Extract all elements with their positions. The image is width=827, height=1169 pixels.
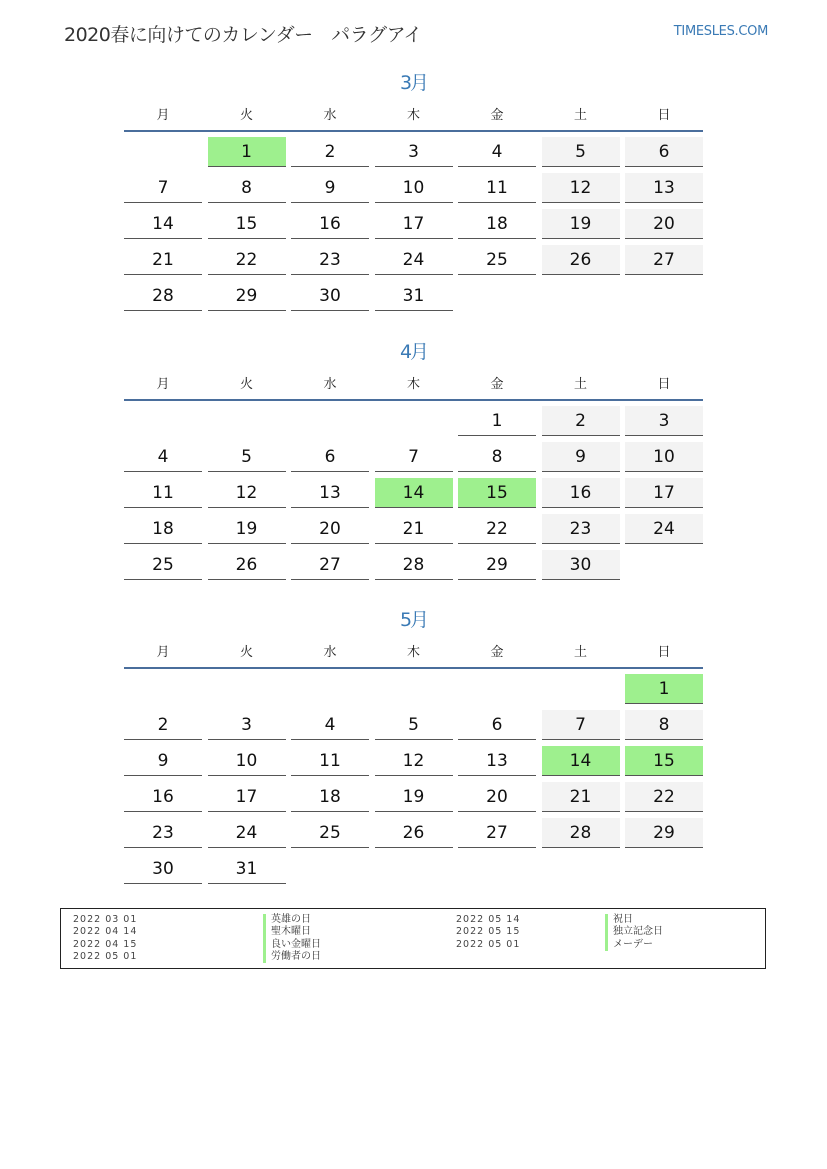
day-cell: 7 bbox=[375, 442, 453, 472]
day-cell: 22 bbox=[625, 782, 703, 812]
empty-day-cell bbox=[625, 854, 703, 883]
empty-day-cell bbox=[542, 854, 620, 883]
day-cell: 7 bbox=[542, 710, 620, 740]
weekday-label: 火 bbox=[239, 376, 253, 392]
day-cell: 21 bbox=[375, 514, 453, 544]
day-cell: 17 bbox=[375, 209, 453, 239]
week-row bbox=[124, 281, 703, 312]
legend-names-right bbox=[605, 914, 663, 951]
page-title: 2020春に向けてのカレンダー パラグアイ bbox=[64, 24, 422, 46]
day-cell: 17 bbox=[208, 782, 286, 812]
week-row bbox=[124, 710, 703, 741]
week-row bbox=[124, 209, 703, 240]
empty-day-cell bbox=[124, 137, 202, 166]
day-cell: 5 bbox=[208, 442, 286, 472]
weekday-label: 金 bbox=[490, 644, 504, 660]
day-cell: 1 bbox=[625, 674, 703, 704]
day-cell: 5 bbox=[542, 137, 620, 167]
weekday-label: 土 bbox=[573, 107, 587, 123]
day-cell: 25 bbox=[124, 550, 202, 580]
week-row bbox=[124, 550, 703, 581]
day-cell: 23 bbox=[542, 514, 620, 544]
weekday-label: 月 bbox=[156, 107, 170, 123]
weekday-label: 水 bbox=[323, 376, 337, 392]
day-cell: 4 bbox=[291, 710, 369, 740]
weekday-label: 金 bbox=[490, 107, 504, 123]
day-cell: 8 bbox=[208, 173, 286, 203]
day-cell: 9 bbox=[542, 442, 620, 472]
weekday-label: 土 bbox=[573, 376, 587, 392]
day-cell: 2 bbox=[291, 137, 369, 167]
weekday-header bbox=[124, 633, 703, 667]
weekday-label: 日 bbox=[657, 107, 671, 123]
weekday-header bbox=[124, 96, 703, 130]
legend-holiday-name: 祝日 bbox=[605, 914, 663, 926]
weekday-header bbox=[124, 365, 703, 399]
day-cell: 25 bbox=[458, 245, 536, 275]
day-cell: 31 bbox=[208, 854, 286, 884]
day-cell: 23 bbox=[291, 245, 369, 275]
week-row bbox=[124, 406, 703, 437]
legend-date: 2022 05 15 bbox=[456, 926, 521, 938]
day-cell: 15 bbox=[458, 478, 536, 508]
legend-dates-right bbox=[456, 914, 520, 951]
day-cell: 6 bbox=[625, 137, 703, 167]
day-cell: 3 bbox=[208, 710, 286, 740]
day-cell: 15 bbox=[208, 209, 286, 239]
day-cell: 5 bbox=[375, 710, 453, 740]
day-cell: 14 bbox=[542, 746, 620, 776]
day-cell: 3 bbox=[375, 137, 453, 167]
day-cell: 18 bbox=[124, 514, 202, 544]
week-row bbox=[124, 478, 703, 509]
day-cell: 30 bbox=[291, 281, 369, 311]
day-cell: 14 bbox=[124, 209, 202, 239]
day-cell: 28 bbox=[542, 818, 620, 848]
week-row bbox=[124, 442, 703, 473]
weekday-label: 水 bbox=[323, 644, 337, 660]
month-title: 3月 bbox=[399, 72, 428, 94]
day-cell: 10 bbox=[625, 442, 703, 472]
weekday-label: 土 bbox=[573, 644, 587, 660]
day-cell: 30 bbox=[542, 550, 620, 580]
day-cell: 11 bbox=[124, 478, 202, 508]
empty-day-cell bbox=[124, 406, 202, 435]
empty-day-cell bbox=[458, 674, 536, 703]
day-cell: 9 bbox=[124, 746, 202, 776]
day-cell: 1 bbox=[208, 137, 286, 167]
day-cell: 21 bbox=[124, 245, 202, 275]
week-row bbox=[124, 173, 703, 204]
empty-day-cell bbox=[208, 674, 286, 703]
day-cell: 24 bbox=[208, 818, 286, 848]
weekday-label: 火 bbox=[239, 644, 253, 660]
legend-holiday-name: 労働者の日 bbox=[263, 951, 321, 963]
weekday-label: 火 bbox=[239, 107, 253, 123]
day-cell: 26 bbox=[542, 245, 620, 275]
day-cell: 21 bbox=[542, 782, 620, 812]
day-cell: 29 bbox=[625, 818, 703, 848]
day-cell: 28 bbox=[375, 550, 453, 580]
day-cell: 19 bbox=[375, 782, 453, 812]
day-cell: 15 bbox=[625, 746, 703, 776]
legend-date: 2022 05 01 bbox=[73, 950, 138, 962]
legend-date: 2022 03 01 bbox=[73, 914, 138, 925]
legend-date: 2022 05 01 bbox=[456, 938, 521, 950]
day-cell: 10 bbox=[208, 746, 286, 776]
legend-date: 2022 05 14 bbox=[456, 914, 521, 925]
day-cell: 4 bbox=[458, 137, 536, 167]
weekday-label: 日 bbox=[657, 376, 671, 392]
day-cell: 12 bbox=[375, 746, 453, 776]
legend-holiday-name: メーデー bbox=[605, 939, 663, 951]
empty-day-cell bbox=[625, 281, 703, 310]
day-cell: 26 bbox=[208, 550, 286, 580]
empty-day-cell bbox=[291, 854, 369, 883]
legend-names-left bbox=[263, 914, 321, 963]
day-cell: 24 bbox=[375, 245, 453, 275]
day-cell: 22 bbox=[458, 514, 536, 544]
day-cell: 20 bbox=[291, 514, 369, 544]
week-row bbox=[124, 746, 703, 777]
week-row bbox=[124, 854, 703, 885]
weekday-label: 木 bbox=[406, 376, 420, 392]
day-cell: 14 bbox=[375, 478, 453, 508]
day-cell: 18 bbox=[291, 782, 369, 812]
empty-day-cell bbox=[542, 281, 620, 310]
month-title: 5月 bbox=[399, 609, 428, 631]
empty-day-cell bbox=[291, 406, 369, 435]
site-link[interactable]: TIMESLES.COM bbox=[673, 24, 768, 39]
day-cell: 13 bbox=[291, 478, 369, 508]
week-row bbox=[124, 137, 703, 168]
empty-day-cell bbox=[375, 854, 453, 883]
empty-day-cell bbox=[208, 406, 286, 435]
day-cell: 31 bbox=[375, 281, 453, 311]
weekday-label: 月 bbox=[156, 376, 170, 392]
legend-date: 2022 04 15 bbox=[73, 938, 138, 950]
day-cell: 30 bbox=[124, 854, 202, 884]
day-cell: 26 bbox=[375, 818, 453, 848]
week-row bbox=[124, 674, 703, 705]
week-row bbox=[124, 782, 703, 813]
day-cell: 11 bbox=[291, 746, 369, 776]
day-cell: 20 bbox=[625, 209, 703, 239]
day-cell: 28 bbox=[124, 281, 202, 311]
empty-day-cell bbox=[375, 674, 453, 703]
day-cell: 11 bbox=[458, 173, 536, 203]
day-cell: 6 bbox=[291, 442, 369, 472]
day-cell: 1 bbox=[458, 406, 536, 436]
day-cell: 2 bbox=[542, 406, 620, 436]
day-cell: 20 bbox=[458, 782, 536, 812]
day-cell: 25 bbox=[291, 818, 369, 848]
weekday-label: 水 bbox=[323, 107, 337, 123]
day-cell: 19 bbox=[542, 209, 620, 239]
day-cell: 27 bbox=[458, 818, 536, 848]
empty-day-cell bbox=[291, 674, 369, 703]
week-row bbox=[124, 818, 703, 849]
day-cell: 13 bbox=[458, 746, 536, 776]
day-cell: 2 bbox=[124, 710, 202, 740]
weekday-label: 木 bbox=[406, 107, 420, 123]
day-cell: 16 bbox=[542, 478, 620, 508]
empty-day-cell bbox=[375, 406, 453, 435]
month-title: 4月 bbox=[399, 341, 428, 363]
day-cell: 4 bbox=[124, 442, 202, 472]
weekday-label: 木 bbox=[406, 644, 420, 660]
empty-day-cell bbox=[458, 854, 536, 883]
day-cell: 19 bbox=[208, 514, 286, 544]
day-cell: 22 bbox=[208, 245, 286, 275]
day-cell: 7 bbox=[124, 173, 202, 203]
month-block bbox=[124, 339, 703, 586]
empty-day-cell bbox=[458, 281, 536, 310]
legend-holiday-name: 聖木曜日 bbox=[263, 926, 321, 938]
day-cell: 23 bbox=[124, 818, 202, 848]
day-cell: 16 bbox=[291, 209, 369, 239]
legend-holiday-name: 良い金曜日 bbox=[263, 939, 321, 951]
day-cell: 16 bbox=[124, 782, 202, 812]
holiday-legend bbox=[60, 908, 766, 969]
empty-day-cell bbox=[542, 674, 620, 703]
day-cell: 3 bbox=[625, 406, 703, 436]
day-cell: 29 bbox=[208, 281, 286, 311]
week-row bbox=[124, 245, 703, 276]
day-cell: 8 bbox=[458, 442, 536, 472]
empty-day-cell bbox=[625, 550, 703, 579]
day-cell: 18 bbox=[458, 209, 536, 239]
legend-holiday-name: 独立記念日 bbox=[605, 926, 663, 938]
header-rule bbox=[124, 399, 703, 401]
day-cell: 9 bbox=[291, 173, 369, 203]
weekday-label: 日 bbox=[657, 644, 671, 660]
day-cell: 13 bbox=[625, 173, 703, 203]
legend-dates-left bbox=[73, 914, 137, 963]
day-cell: 10 bbox=[375, 173, 453, 203]
day-cell: 27 bbox=[625, 245, 703, 275]
day-cell: 17 bbox=[625, 478, 703, 508]
day-cell: 6 bbox=[458, 710, 536, 740]
day-cell: 8 bbox=[625, 710, 703, 740]
weekday-label: 金 bbox=[490, 376, 504, 392]
legend-date: 2022 04 14 bbox=[73, 926, 138, 938]
day-cell: 24 bbox=[625, 514, 703, 544]
month-block bbox=[124, 607, 703, 890]
legend-holiday-name: 英雄の日 bbox=[263, 914, 321, 926]
month-block bbox=[124, 70, 703, 317]
weekday-label: 月 bbox=[156, 644, 170, 660]
header-rule bbox=[124, 130, 703, 132]
day-cell: 27 bbox=[291, 550, 369, 580]
week-row bbox=[124, 514, 703, 545]
header-rule bbox=[124, 667, 703, 669]
day-cell: 29 bbox=[458, 550, 536, 580]
empty-day-cell bbox=[124, 674, 202, 703]
day-cell: 12 bbox=[542, 173, 620, 203]
day-cell: 12 bbox=[208, 478, 286, 508]
